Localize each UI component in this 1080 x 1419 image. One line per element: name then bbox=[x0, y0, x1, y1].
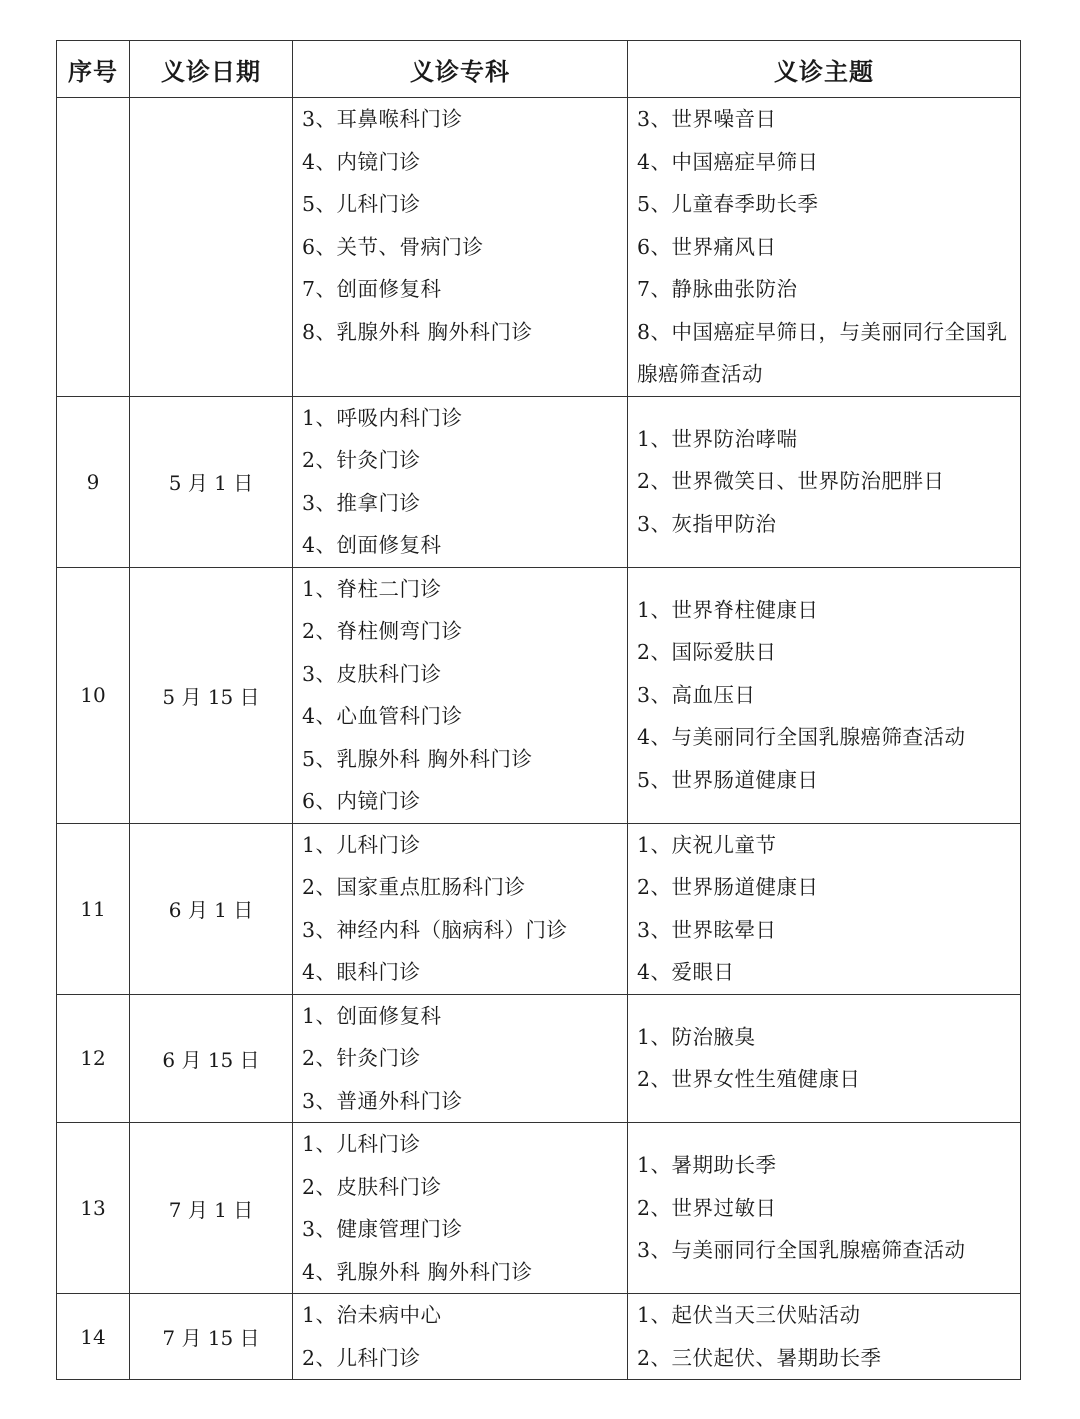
theme-item: 5、世界肠道健康日 bbox=[637, 767, 819, 792]
header-date: 义诊日期 bbox=[130, 41, 293, 98]
specialty-item: 1、创面修复科 bbox=[302, 1003, 442, 1028]
row-specialties bbox=[293, 994, 628, 1123]
specialty-item: 3、皮肤科门诊 bbox=[302, 661, 442, 686]
table-row bbox=[57, 1123, 1021, 1294]
row-themes bbox=[628, 994, 1021, 1123]
row-themes bbox=[628, 1123, 1021, 1294]
clinic-schedule-table bbox=[56, 40, 1021, 1380]
specialty-item: 7、创面修复科 bbox=[302, 277, 442, 301]
row-no: 12 bbox=[57, 994, 130, 1123]
theme-item: 4、爱眼日 bbox=[637, 960, 735, 984]
row-date: 7 月 15 日 bbox=[130, 1294, 293, 1380]
row-date: 5 月 15 日 bbox=[130, 567, 293, 823]
row-specialties bbox=[293, 823, 628, 994]
specialty-item: 5、儿科门诊 bbox=[302, 192, 421, 216]
specialty-item: 2、针灸门诊 bbox=[302, 448, 421, 472]
table-row bbox=[57, 823, 1021, 994]
theme-item: 3、世界噪音日 bbox=[637, 107, 777, 131]
theme-item: 1、世界防治哮喘 bbox=[637, 426, 798, 451]
header-row bbox=[57, 41, 1021, 98]
table-row bbox=[57, 567, 1021, 823]
row-no: 11 bbox=[57, 823, 130, 994]
row-specialties bbox=[293, 1123, 628, 1294]
row-date: 6 月 15 日 bbox=[130, 994, 293, 1123]
row-date: 7 月 1 日 bbox=[130, 1123, 293, 1294]
theme-item: 3、世界眩晕日 bbox=[637, 917, 777, 942]
specialty-item: 4、创面修复科 bbox=[302, 533, 442, 557]
row-themes bbox=[628, 396, 1021, 567]
specialty-item: 2、儿科门诊 bbox=[302, 1345, 421, 1370]
theme-item: 2、三伏起伏、暑期助长季 bbox=[637, 1345, 882, 1370]
specialty-item: 3、推拿门诊 bbox=[302, 490, 421, 515]
specialty-item: 2、国家重点肛肠科门诊 bbox=[302, 875, 526, 899]
theme-item: 1、庆祝儿童节 bbox=[637, 832, 777, 857]
table-row bbox=[57, 98, 1021, 397]
theme-item: 2、世界女性生殖健康日 bbox=[637, 1067, 861, 1092]
specialty-item: 3、神经内科（脑病科）门诊 bbox=[302, 917, 568, 942]
specialty-item: 6、关节、骨病门诊 bbox=[302, 234, 484, 259]
row-themes bbox=[628, 98, 1021, 397]
specialty-item: 3、耳鼻喉科门诊 bbox=[302, 107, 463, 131]
row-no: 9 bbox=[57, 396, 130, 567]
table-row bbox=[57, 396, 1021, 567]
row-date: 5 月 1 日 bbox=[130, 396, 293, 567]
specialty-item: 4、内镜门诊 bbox=[302, 149, 421, 174]
theme-item: 5、儿童春季助长季 bbox=[637, 192, 819, 216]
theme-item: 1、世界脊柱健康日 bbox=[637, 597, 819, 622]
theme-item: 8、中国癌症早筛日，与美丽同行全国乳腺癌筛查活动 bbox=[637, 319, 1008, 386]
row-no: 13 bbox=[57, 1123, 130, 1294]
row-themes bbox=[628, 567, 1021, 823]
row-specialties bbox=[293, 567, 628, 823]
theme-item: 2、世界过敏日 bbox=[637, 1195, 777, 1220]
specialty-item: 8、乳腺外科 胸外科门诊 bbox=[302, 319, 533, 344]
row-date bbox=[130, 98, 293, 397]
theme-item: 3、与美丽同行全国乳腺癌筛查活动 bbox=[637, 1238, 966, 1263]
theme-item: 6、世界痛风日 bbox=[637, 234, 777, 259]
table-row bbox=[57, 994, 1021, 1123]
row-themes bbox=[628, 1294, 1021, 1380]
specialty-item: 3、健康管理门诊 bbox=[302, 1217, 463, 1241]
header-specialty: 义诊专科 bbox=[293, 41, 628, 98]
specialty-item: 1、儿科门诊 bbox=[302, 832, 421, 857]
row-no: 10 bbox=[57, 567, 130, 823]
specialty-item: 2、脊柱侧弯门诊 bbox=[302, 619, 463, 643]
specialty-item: 1、治未病中心 bbox=[302, 1303, 442, 1327]
specialty-item: 5、乳腺外科 胸外科门诊 bbox=[302, 746, 533, 771]
specialty-item: 1、脊柱二门诊 bbox=[302, 576, 442, 601]
theme-item: 7、静脉曲张防治 bbox=[637, 277, 798, 301]
theme-item: 2、世界肠道健康日 bbox=[637, 875, 819, 899]
theme-item: 1、防治腋臭 bbox=[637, 1024, 756, 1049]
theme-item: 1、暑期助长季 bbox=[637, 1153, 777, 1178]
row-specialties bbox=[293, 1294, 628, 1380]
row-themes bbox=[628, 823, 1021, 994]
row-specialties bbox=[293, 98, 628, 397]
theme-item: 1、起伏当天三伏贴活动 bbox=[637, 1303, 861, 1327]
specialty-item: 3、普通外科门诊 bbox=[302, 1088, 463, 1113]
theme-item: 3、高血压日 bbox=[637, 682, 756, 707]
specialty-item: 2、针灸门诊 bbox=[302, 1046, 421, 1070]
theme-item: 2、国际爱肤日 bbox=[637, 640, 777, 665]
theme-item: 2、世界微笑日、世界防治肥胖日 bbox=[637, 469, 945, 494]
row-date: 6 月 1 日 bbox=[130, 823, 293, 994]
specialty-item: 4、眼科门诊 bbox=[302, 960, 421, 984]
theme-item: 4、中国癌症早筛日 bbox=[637, 149, 819, 174]
theme-item: 4、与美丽同行全国乳腺癌筛查活动 bbox=[637, 725, 966, 750]
specialty-item: 4、心血管科门诊 bbox=[302, 704, 463, 728]
row-no bbox=[57, 98, 130, 397]
specialty-item: 1、儿科门诊 bbox=[302, 1132, 421, 1156]
header-theme: 义诊主题 bbox=[628, 41, 1021, 98]
row-no: 14 bbox=[57, 1294, 130, 1380]
header-no: 序号 bbox=[57, 41, 130, 98]
table-header bbox=[57, 41, 1021, 98]
table-row bbox=[57, 1294, 1021, 1380]
specialty-item: 2、皮肤科门诊 bbox=[302, 1174, 442, 1199]
specialty-item: 6、内镜门诊 bbox=[302, 789, 421, 813]
theme-item: 3、灰指甲防治 bbox=[637, 511, 777, 536]
row-specialties bbox=[293, 396, 628, 567]
specialty-item: 4、乳腺外科 胸外科门诊 bbox=[302, 1259, 533, 1284]
specialty-item: 1、呼吸内科门诊 bbox=[302, 405, 463, 430]
